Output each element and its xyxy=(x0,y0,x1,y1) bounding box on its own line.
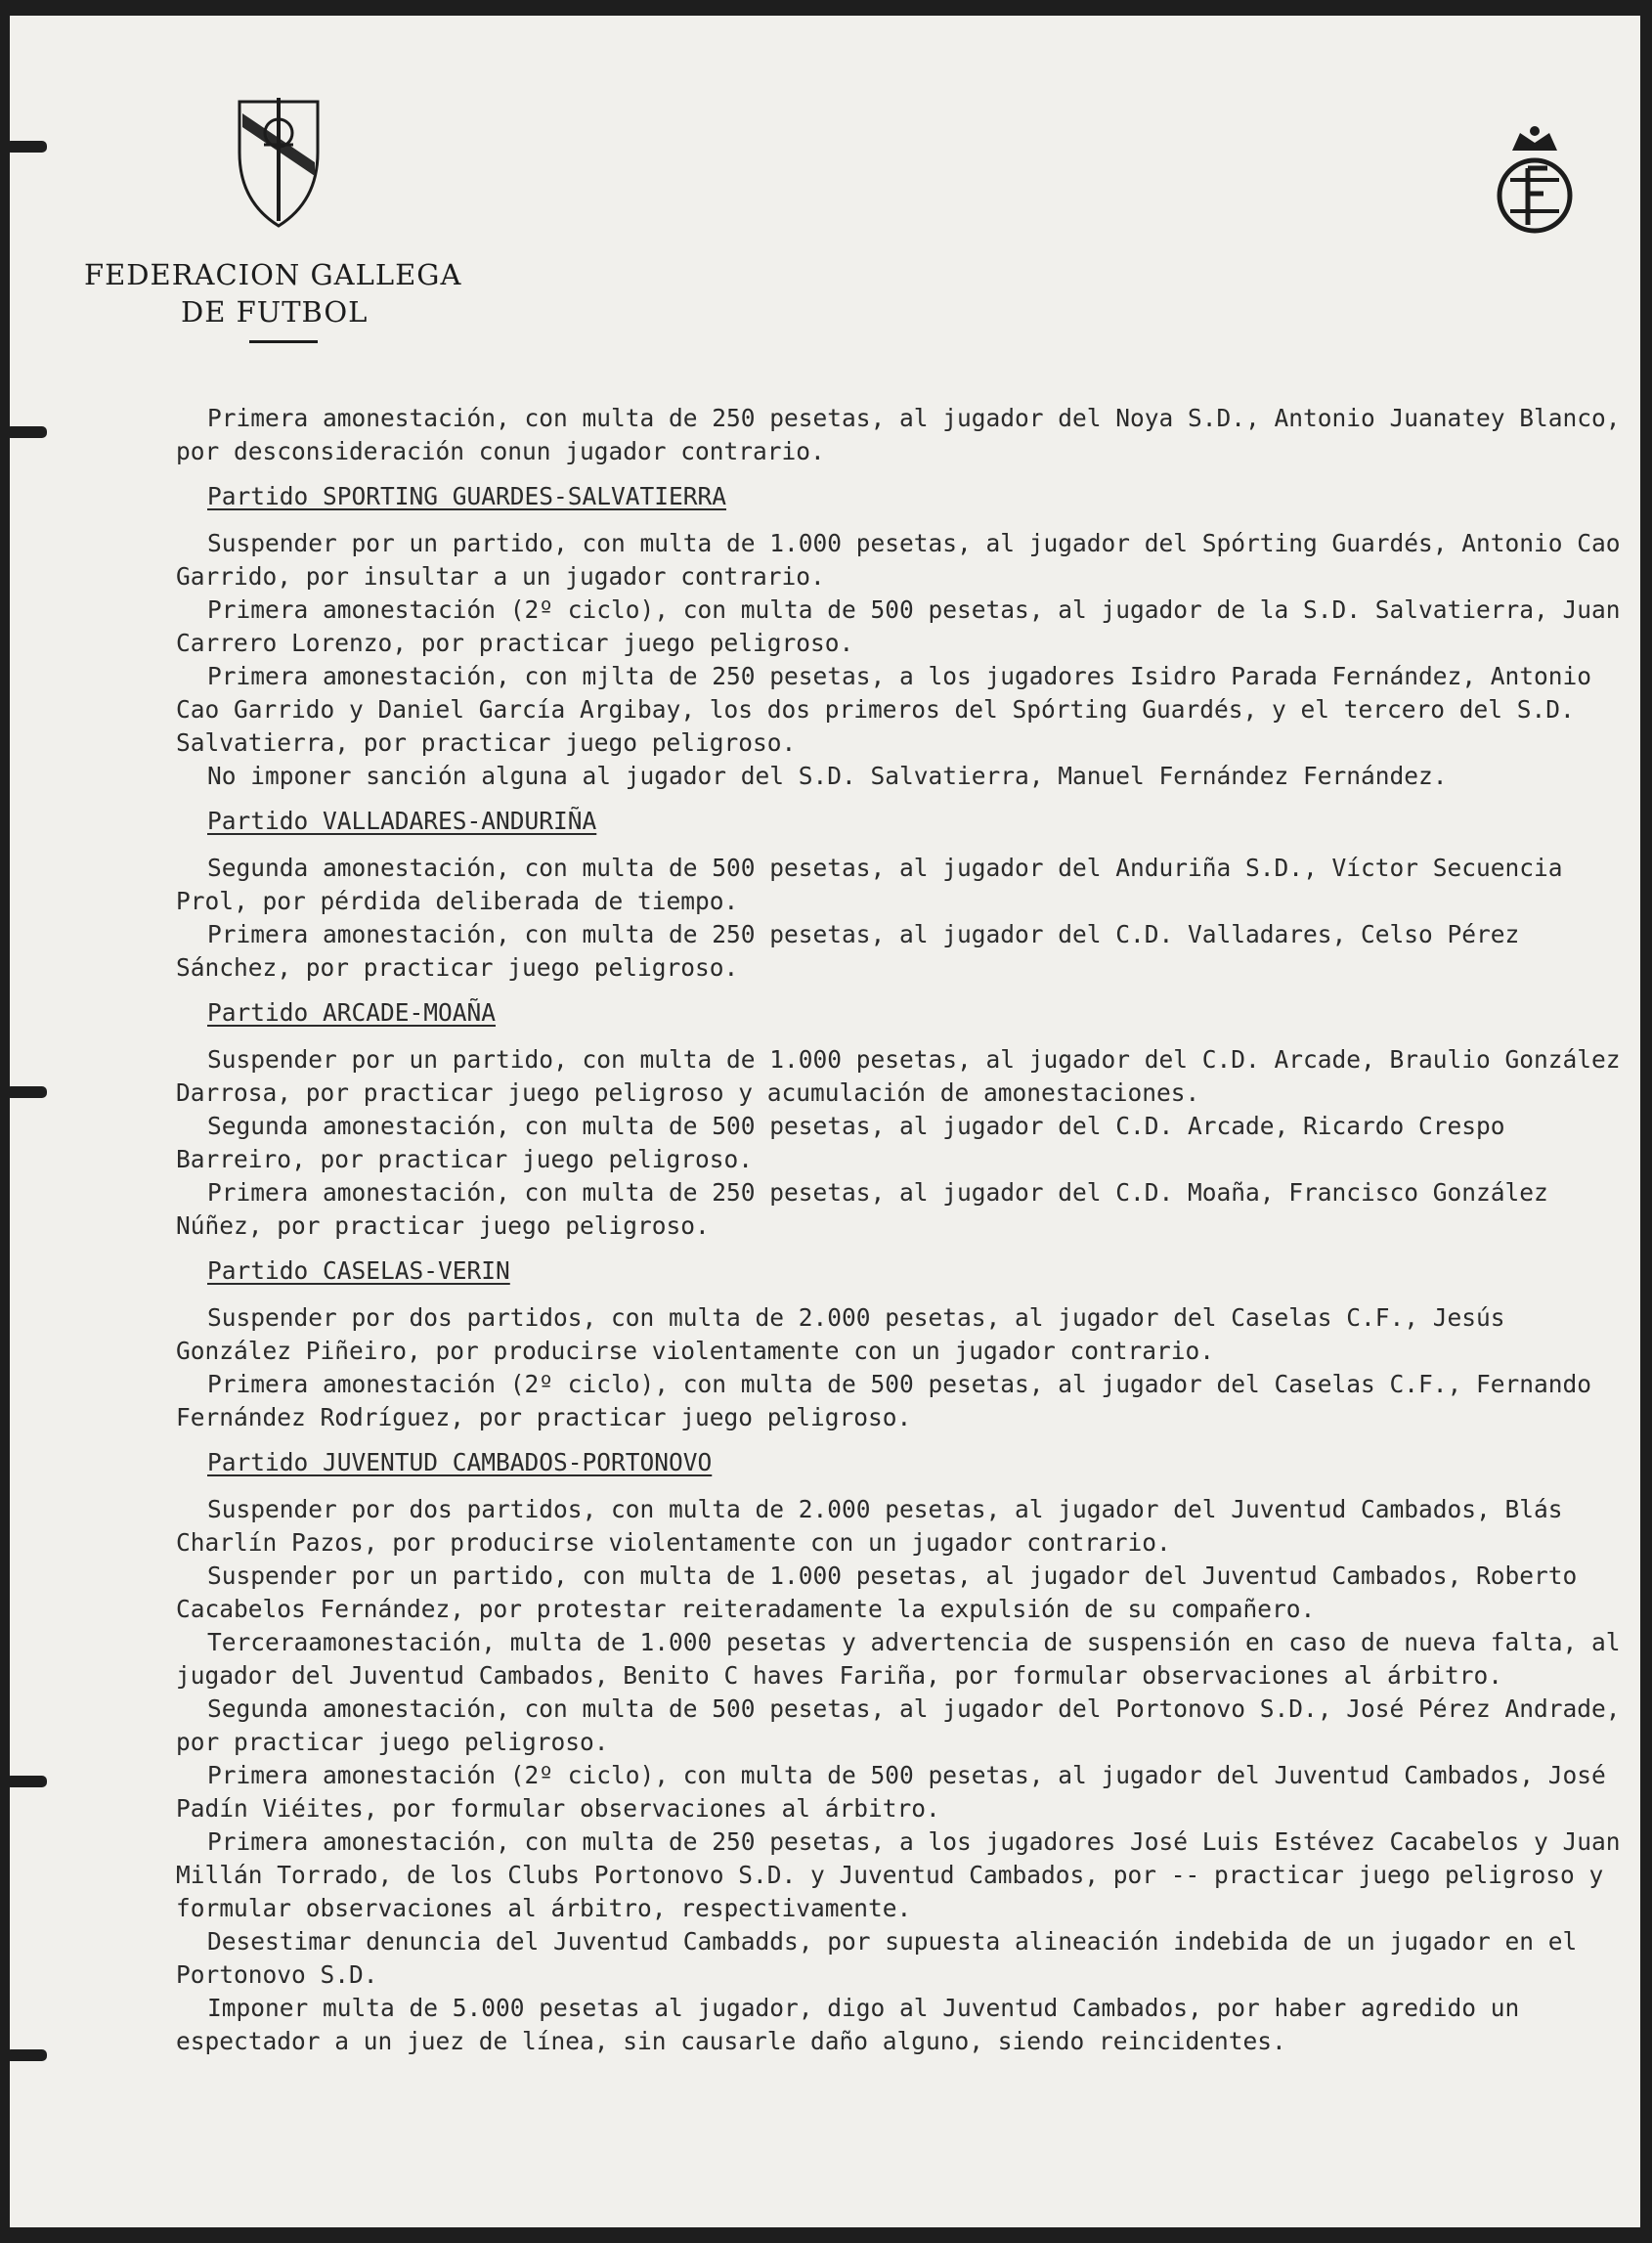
sanction-paragraph: Primera amonestación, con mjlta de 250 pesetas, a los jugadores Isidro Parada Fernández, Antonio Cao Garrido y Daniel García Argibay, los dos primeros del Spórting Guardés, y el tercero del S.D. Salvatierra, por practicar juego peligroso. xyxy=(176,662,1592,757)
sanction-paragraph: Primera amonestación (2º ciclo), con multa de 500 pesetas, al jugador del Juventud Cambados, José Padín Viéites, por formular observaciones al árbitro. xyxy=(176,1761,1606,1823)
crown-crest-logo xyxy=(1491,123,1579,241)
match-heading: Partido CASELAS-VERIN xyxy=(207,1256,510,1285)
sanction-paragraph: Primera amonestación (2º ciclo), con multa de 500 pesetas, al jugador del Caselas C.F., Fernando Fernández Rodríguez, por practicar juego peligroso. xyxy=(176,1370,1592,1431)
sanction-paragraph: Desestimar denuncia del Juventud Cambadds, por supuesta alineación indebida de un jugador en el Portonovo S.D. xyxy=(176,1927,1578,1989)
binder-hole xyxy=(10,426,47,438)
document-body xyxy=(176,402,1623,2058)
binder-hole xyxy=(10,2049,47,2061)
sanction-paragraph: Suspender por dos partidos, con multa de 2.000 pesetas, al jugador del Caselas C.F., Jesús González Piñeiro, por producirse violentamente con un jugador contrario. xyxy=(176,1303,1505,1365)
sanction-paragraph: Primera amonestación, con multa de 250 pesetas, al jugador del Noya S.D., Antonio Juanatey Blanco, por desconsideración conun jugador contrario. xyxy=(176,404,1621,465)
org-name-line2: DE FUTBOL xyxy=(181,295,369,329)
federation-shield-logo xyxy=(235,94,323,231)
sanction-paragraph: Terceraamonestación, multa de 1.000 pesetas y advertencia de suspensión en caso de nueva falta, al jugador del Juventud Cambados, Benito C haves Fariña, por formular observaciones al árbitro. xyxy=(176,1628,1621,1690)
organization-name xyxy=(78,256,489,330)
letterhead xyxy=(78,94,489,343)
letterhead-rule xyxy=(249,340,318,343)
sanction-paragraph: Primera amonestación, con multa de 250 pesetas, al jugador del C.D. Valladares, Celso Pérez Sánchez, por practicar juego peligroso. xyxy=(176,920,1520,982)
sanction-paragraph: Segunda amonestación, con multa de 500 pesetas, al jugador del Portonovo S.D., José Pérez Andrade, por practicar juego peligroso. xyxy=(176,1694,1621,1756)
sanction-paragraph: Primera amonestación (2º ciclo), con multa de 500 pesetas, al jugador de la S.D. Salvatierra, Juan Carrero Lorenzo, por practicar juego peligroso. xyxy=(176,595,1621,657)
sanction-paragraph: Segunda amonestación, con multa de 500 pesetas, al jugador del C.D. Arcade, Ricardo Crespo Barreiro, por practicar juego peligroso. xyxy=(176,1112,1505,1173)
match-heading: Partido JUVENTUD CAMBADOS-PORTONOVO xyxy=(207,1448,713,1476)
match-heading: Partido ARCADE-MOAÑA xyxy=(207,998,497,1027)
sanction-paragraph: Primera amonestación, con multa de 250 pesetas, al jugador del C.D. Moaña, Francisco González Núñez, por practicar juego peligroso. xyxy=(176,1178,1548,1240)
binder-hole xyxy=(10,1776,47,1787)
sanction-paragraph: Segunda amonestación, con multa de 500 pesetas, al jugador del Anduriña S.D., Víctor Secuencia Prol, por pérdida deliberada de tiempo. xyxy=(176,854,1563,915)
sanction-paragraph: No imponer sanción alguna al jugador del S.D. Salvatierra, Manuel Fernández Fernández. xyxy=(207,762,1448,790)
match-heading: Partido VALLADARES-ANDURIÑA xyxy=(207,807,597,835)
sanction-paragraph: Suspender por dos partidos, con multa de 2.000 pesetas, al jugador del Juventud Cambados, Blás Charlín Pazos, por producirse violentamente con un jugador contrario. xyxy=(176,1495,1563,1557)
sanction-paragraph: Suspender por un partido, con multa de 1.000 pesetas, al jugador del Spórting Guardés, Antonio Cao Garrido, por insultar a un jugador contrario. xyxy=(176,529,1621,591)
binder-hole xyxy=(10,1086,47,1098)
sanction-paragraph: Primera amonestación, con multa de 250 pesetas, a los jugadores José Luis Estévez Cacabelos y Juan Millán Torrado, de los Clubs Portonovo S.D. y Juventud Cambados, por -- practicar juego peligroso y formular observaciones al árbitro, respectivamente. xyxy=(176,1827,1621,1922)
sanction-paragraph: Suspender por un partido, con multa de 1.000 pesetas, al jugador del C.D. Arcade, Braulio González Darrosa, por practicar juego peligroso y acumulación de amonestaciones. xyxy=(176,1045,1621,1107)
sanction-paragraph: Suspender por un partido, con multa de 1.000 pesetas, al jugador del Juventud Cambados, Roberto Cacabelos Fernández, por protestar reiteradamente la expulsión de su compañero. xyxy=(176,1561,1578,1623)
document-page xyxy=(10,16,1640,2227)
binder-hole xyxy=(10,141,47,153)
sanction-paragraph: Imponer multa de 5.000 pesetas al jugador, digo al Juventud Cambados, por haber agredido un espectador a un juez de línea, sin causarle daño alguno, siendo reincidentes. xyxy=(176,1994,1520,2055)
org-name-line1: FEDERACION GALLEGA xyxy=(84,258,462,291)
match-heading: Partido SPORTING GUARDES-SALVATIERRA xyxy=(207,482,727,510)
